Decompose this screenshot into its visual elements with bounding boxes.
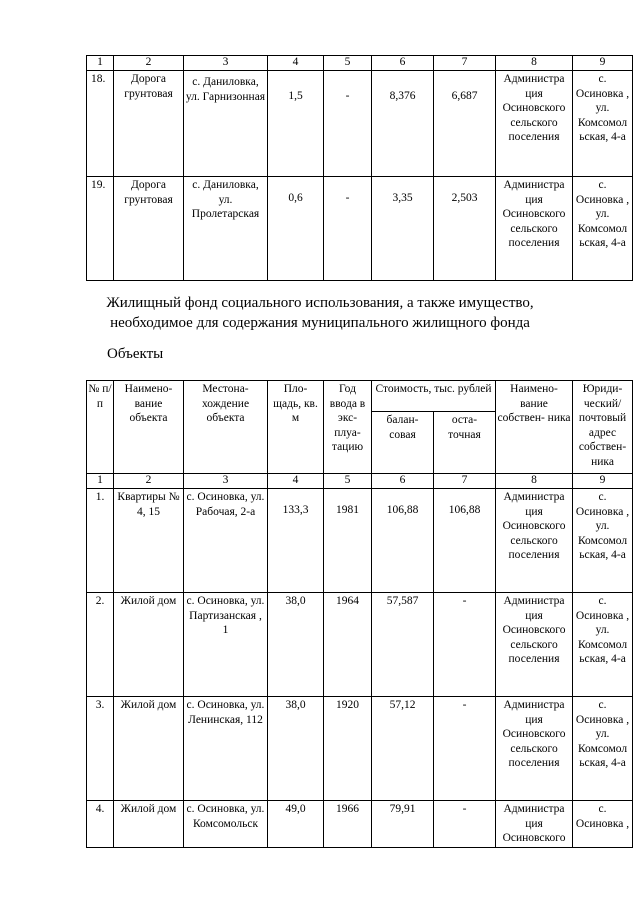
column-number: 1: [87, 474, 114, 489]
object-name: Жилой дом: [114, 697, 184, 801]
owner-address: с. Осиновка , ул. Комсомол ьская, 4-а: [573, 71, 633, 177]
column-number: 2: [114, 474, 184, 489]
object-year: -: [324, 71, 372, 177]
balance-value: 79,91: [372, 801, 434, 848]
column-number-row: [87, 56, 633, 71]
object-location: с. Осиновка, ул. Комсомольск: [184, 801, 268, 848]
object-year: 1966: [324, 801, 372, 848]
header-object-name: Наимено- вание объекта: [114, 381, 184, 474]
object-year: 1964: [324, 593, 372, 697]
residual-value: -: [434, 697, 496, 801]
table-row: [87, 177, 633, 281]
column-number: 5: [324, 474, 372, 489]
balance-value: 8,376: [372, 71, 434, 177]
objects-label: Объекты: [107, 346, 164, 362]
header-owner-name: Наимено- вание собствен- ника: [496, 381, 573, 474]
object-name: Дорога грунтовая: [114, 177, 184, 281]
object-location: с. Осиновка, ул. Ленинская, 112: [184, 697, 268, 801]
balance-value: 57,587: [372, 593, 434, 697]
owner-address: с. Осиновка , ул. Комсомол ьская, 4-а: [573, 593, 633, 697]
column-number: 6: [372, 56, 434, 71]
residual-value: 2,503: [434, 177, 496, 281]
object-year: -: [324, 177, 372, 281]
column-number: 3: [184, 474, 268, 489]
property-table-continued: [86, 55, 633, 281]
object-area: 1,5: [268, 71, 324, 177]
residual-value: 106,88: [434, 489, 496, 593]
column-number: 9: [573, 474, 633, 489]
object-location: с. Осиновка, ул. Рабочая, 2-а: [184, 489, 268, 593]
header-number: № п/п: [87, 381, 114, 474]
column-number: 3: [184, 56, 268, 71]
owner-address: с. Осиновка , ул. Комсомол ьская, 4-а: [573, 697, 633, 801]
column-number: 2: [114, 56, 184, 71]
object-name: Жилой дом: [114, 593, 184, 697]
header-row: [87, 381, 633, 412]
residual-value: -: [434, 593, 496, 697]
column-number: 4: [268, 56, 324, 71]
object-year: 1920: [324, 697, 372, 801]
balance-value: 3,35: [372, 177, 434, 281]
housing-objects-table: [86, 380, 633, 848]
header-residual-value: оста- точная: [434, 412, 496, 474]
balance-value: 57,12: [372, 697, 434, 801]
owner-name: Администра ция Осиновского: [496, 801, 573, 848]
section-heading-line-1: Жилищный фонд социального использования, а также имущество,: [106, 295, 534, 311]
object-area: 38,0: [268, 593, 324, 697]
object-name: Квартиры № 4, 15: [114, 489, 184, 593]
row-number: 1.: [87, 489, 114, 593]
owner-name: Администра ция Осиновского сельского поселения: [496, 71, 573, 177]
object-name: Дорога грунтовая: [114, 71, 184, 177]
row-number: 19.: [87, 177, 114, 281]
owner-name: Администра ция Осиновского сельского поселения: [496, 177, 573, 281]
table-row: [87, 489, 633, 593]
column-number: 8: [496, 56, 573, 71]
header-location: Местона- хождение объекта: [184, 381, 268, 474]
table-row: [87, 697, 633, 801]
object-location: с. Даниловка, ул. Пролетарская: [184, 177, 268, 281]
header-owner-address: Юриди- ческий/ почтовый адрес собствен- ника: [573, 381, 633, 474]
owner-name: Администра ция Осиновского сельского поселения: [496, 697, 573, 801]
object-year: 1981: [324, 489, 372, 593]
object-location: с. Осиновка, ул. Партизанская , 1: [184, 593, 268, 697]
column-number: 9: [573, 56, 633, 71]
object-area: 38,0: [268, 697, 324, 801]
section-heading-line-2: необходимое для содержания муниципального жилищного фонда: [110, 315, 530, 331]
row-number: 3.: [87, 697, 114, 801]
object-location: с. Даниловка, ул. Гарнизонная: [184, 71, 268, 177]
table-row: [87, 71, 633, 177]
column-number: 7: [434, 56, 496, 71]
header-year: Год ввода в экс- плуа- тацию: [324, 381, 372, 474]
owner-name: Администра ция Осиновского сельского поселения: [496, 489, 573, 593]
object-area: 133,3: [268, 489, 324, 593]
owner-name: Администра ция Осиновского сельского поселения: [496, 593, 573, 697]
row-number: 4.: [87, 801, 114, 848]
column-number-row: [87, 474, 633, 489]
row-number: 18.: [87, 71, 114, 177]
object-area: 0,6: [268, 177, 324, 281]
column-number: 7: [434, 474, 496, 489]
column-number: 1: [87, 56, 114, 71]
column-number: 4: [268, 474, 324, 489]
header-area: Пло- щадь, кв. м: [268, 381, 324, 474]
row-number: 2.: [87, 593, 114, 697]
owner-address: с. Осиновка ,: [573, 801, 633, 848]
table-row: [87, 593, 633, 697]
header-cost: Стоимость, тыс. рублей: [372, 381, 496, 412]
header-balance-value: балан- совая: [372, 412, 434, 474]
balance-value: 106,88: [372, 489, 434, 593]
object-area: 49,0: [268, 801, 324, 848]
object-name: Жилой дом: [114, 801, 184, 848]
table-row: [87, 801, 633, 848]
column-number: 5: [324, 56, 372, 71]
column-number: 6: [372, 474, 434, 489]
residual-value: 6,687: [434, 71, 496, 177]
residual-value: -: [434, 801, 496, 848]
column-number: 8: [496, 474, 573, 489]
owner-address: с. Осиновка , ул. Комсомол ьская, 4-а: [573, 489, 633, 593]
owner-address: с. Осиновка , ул. Комсомол ьская, 4-а: [573, 177, 633, 281]
